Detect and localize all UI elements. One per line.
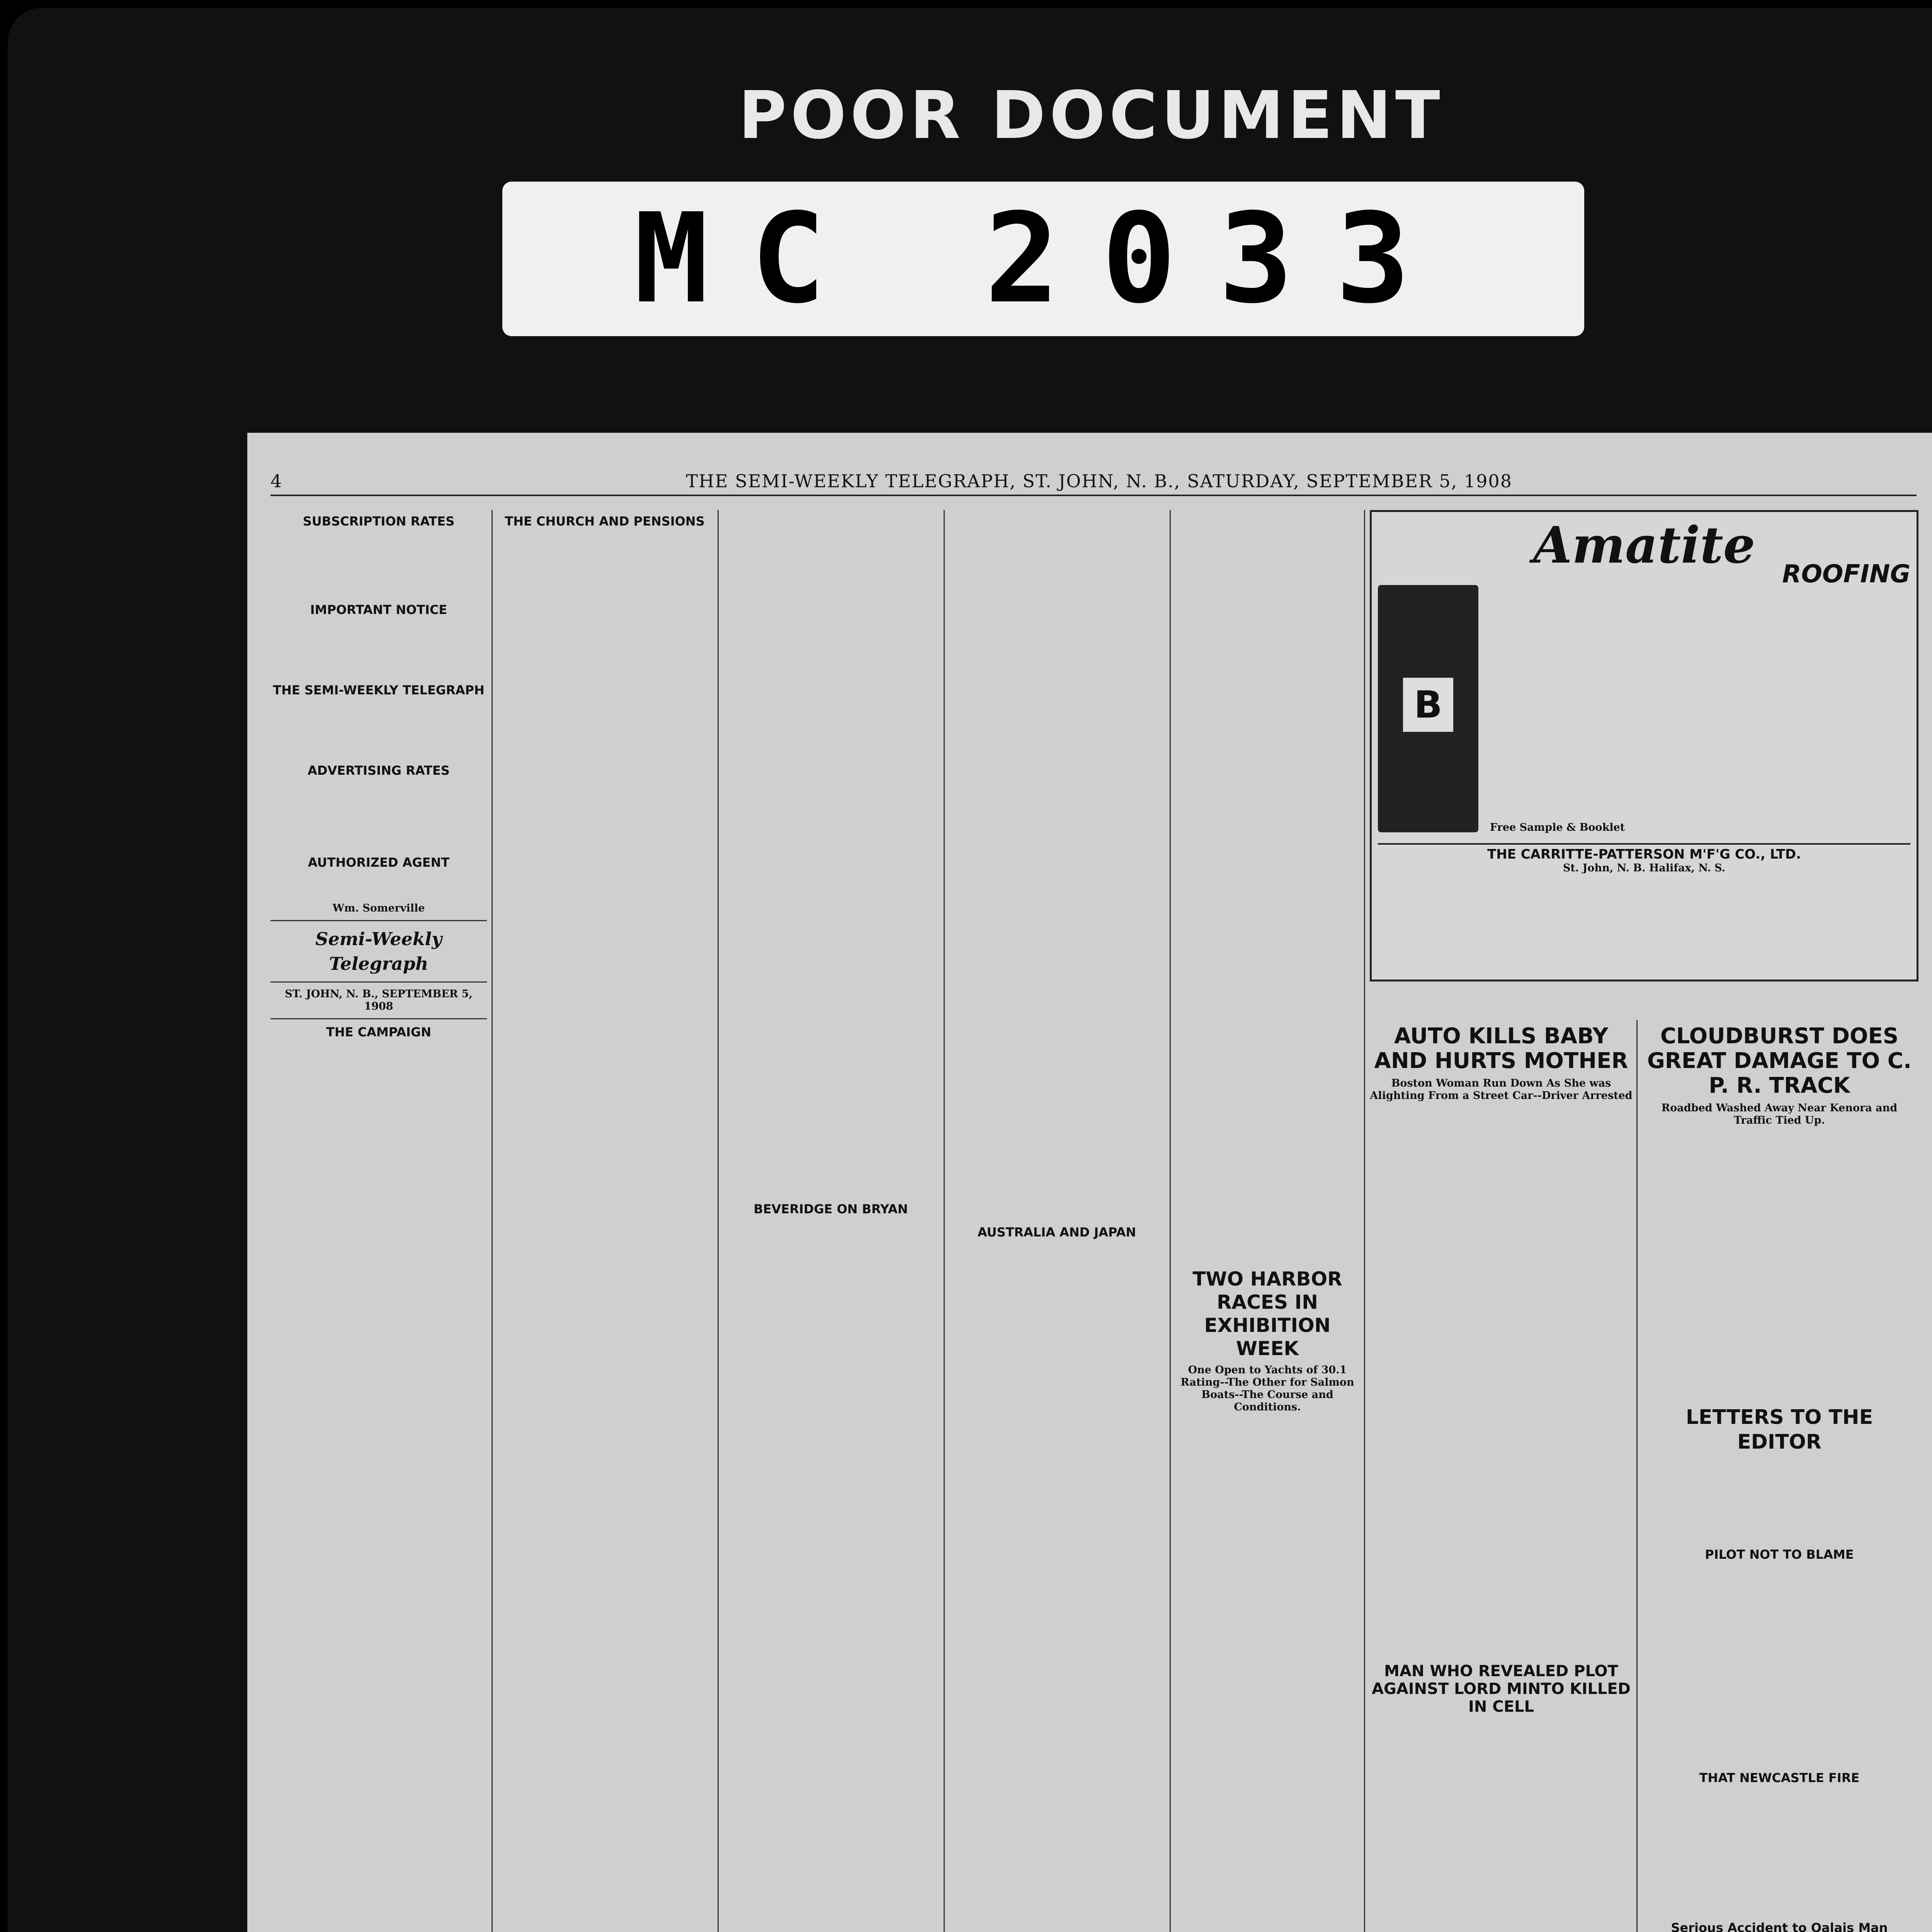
- semi-weekly-heading: THE SEMI-WEEKLY TELEGRAPH: [273, 683, 485, 697]
- page-number: 4: [270, 471, 282, 492]
- roofing-roll-image: B: [1378, 585, 1478, 832]
- harbor-races-heading: TWO HARBOR RACES IN EXHIBITION WEEK: [1192, 1268, 1342, 1360]
- column-2: [497, 510, 713, 1932]
- cloudburst-heading: CLOUDBURST DOES GREAT DAMAGE TO C. P. R. TRACK: [1647, 1024, 1912, 1098]
- ad-company: THE CARRITTE-PATTERSON M'F'G CO., LTD.: [1378, 843, 1910, 861]
- column-4: [949, 510, 1165, 1932]
- column-6: [1370, 1020, 1633, 1932]
- amatite-logo: Amatite: [1533, 515, 1755, 575]
- column-7: [1642, 1020, 1917, 1932]
- subscription-rates-heading: SUBSCRIPTION RATES: [303, 514, 455, 529]
- roofing-label: ROOFING: [1782, 560, 1910, 588]
- column-5: [1175, 510, 1360, 1932]
- paper-name: Semi-Weekly Telegraph: [315, 929, 442, 974]
- dateline: ST. JOHN, N. B., SEPTEMBER 5, 1908: [285, 988, 473, 1012]
- column-1: [270, 510, 487, 1932]
- subscription-text: [270, 532, 487, 544]
- campaign-heading: THE CAMPAIGN: [326, 1025, 431, 1039]
- advertising-rates-heading: ADVERTISING RATES: [308, 763, 450, 778]
- document-code: MC 2033: [634, 187, 1453, 331]
- free-sample-heading: Free Sample & Booklet: [1490, 821, 1625, 833]
- auto-kills-subheading: Boston Woman Run Down As She was Alighting From a Street Car--Driver Arrested: [1370, 1077, 1633, 1102]
- letters-heading: LETTERS TO THE EDITOR: [1685, 1406, 1873, 1454]
- amatite-ad: [1370, 510, 1918, 1005]
- agent-name: Wm. Somerville: [332, 902, 425, 914]
- important-notice-heading: IMPORTANT NOTICE: [310, 602, 447, 617]
- church-pensions-heading: THE CHURCH AND PENSIONS: [505, 514, 705, 529]
- newcastle-heading: THAT NEWCASTLE FIRE: [1699, 1770, 1860, 1785]
- australia-japan-heading: AUSTRALIA AND JAPAN: [977, 1225, 1136, 1240]
- poor-document-label: POOR DOCUMENT: [738, 77, 1444, 154]
- serious-accident-heading: Serious Accident to Oalais Man: [1671, 1920, 1888, 1932]
- masthead: [270, 468, 1917, 496]
- auto-kills-heading: AUTO KILLS BABY AND HURTS MOTHER: [1374, 1024, 1628, 1073]
- pilot-heading: PILOT NOT TO BLAME: [1705, 1547, 1854, 1562]
- beveridge-heading: BEVERIDGE ON BRYAN: [753, 1202, 908, 1216]
- cloudburst-subheading: Roadbed Washed Away Near Kenora and Traffic Tied Up.: [1661, 1102, 1898, 1126]
- authorized-agent-heading: AUTHORIZED AGENT: [308, 855, 450, 870]
- newspaper-page: [247, 433, 1932, 1932]
- ad-company-location: St. John, N. B. Halifax, N. S.: [1563, 862, 1726, 874]
- man-revealed-heading: MAN WHO REVEALED PLOT AGAINST LORD MINTO KILLED IN CELL: [1372, 1662, 1631, 1716]
- harbor-races-subheading: One Open to Yachts of 30.1 Rating--The Other for Salmon Boats--The Course and Conditions.: [1180, 1364, 1354, 1413]
- column-3: [723, 510, 939, 1932]
- masthead-title: THE SEMI-WEEKLY TELEGRAPH, ST. JOHN, N. B., SATURDAY, SEPTEMBER 5, 1908: [686, 471, 1512, 492]
